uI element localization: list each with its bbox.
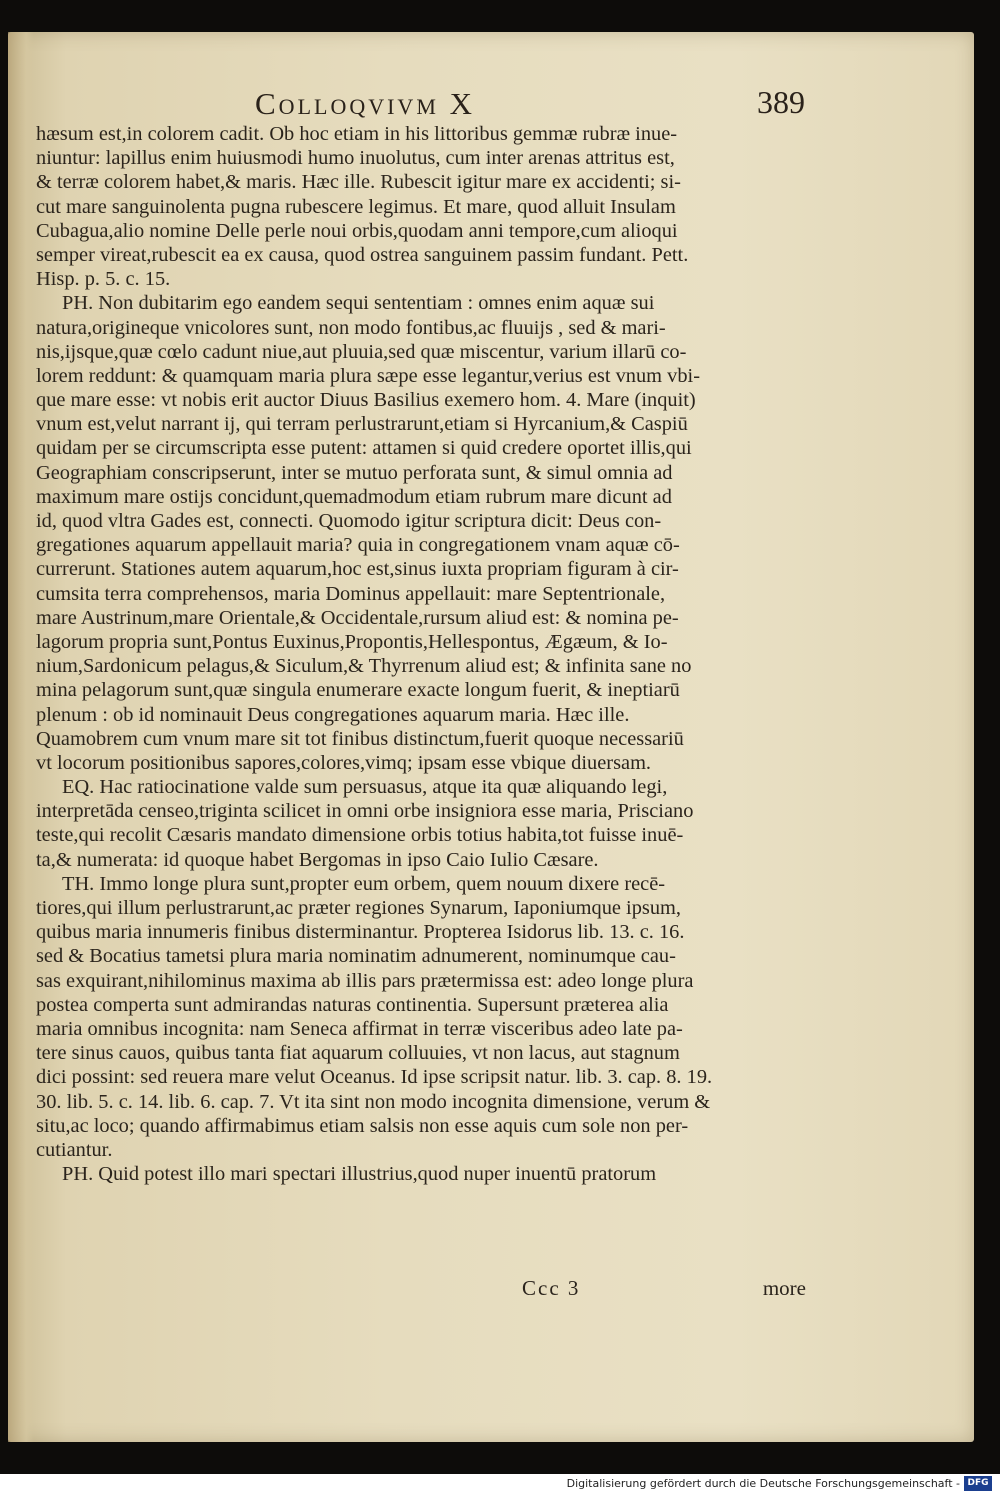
page-gutter-shadow [8, 32, 34, 1442]
text-line-speaker: PH. Non dubitarim ego eandem sequi sententiam : omnes enim aquæ sui [62, 292, 655, 315]
text-line: quibus maria innumeris finibus disterminantur. Propterea Isidorus lib. 13. c. 16. [36, 921, 685, 944]
text-line: sed & Bocatius tametsi plura maria nominatim adnumerent, nominumque cau- [36, 945, 676, 968]
text-line: mare Austrinum,mare Orientale,& Occidentale,rursum aliud est: & nomina pe- [36, 606, 679, 629]
text-line: nium,Sardonicum pelagus,& Siculum,& Thyrrenum aliud est; & infinita sane no [36, 655, 692, 678]
text-line: vt locorum positionibus sapores,colores,vimq; ipsam esse vbique diuersam. [36, 751, 652, 774]
text-line: teste,qui recolit Cæsaris mandato dimensione orbis totius habita,tot fuisse inuē- [36, 824, 684, 847]
text-line: interpretāda censeo,triginta scilicet in omni orbe insigniora esse maria, Prisciano [36, 800, 694, 823]
page-footer [36, 1276, 806, 1302]
text-line: id, quod vltra Gades est, connecti. Quomodo igitur scriptura dicit: Deus con- [36, 510, 662, 532]
text-line: maria omnibus incognita: nam Seneca affirmat in terræ visceribus adeo late pa- [36, 1017, 683, 1040]
text-line: postea comperta sunt admirandas naturas continentia. Supersunt præterea alia [36, 993, 669, 1016]
text-line: currerunt. Stationes autem aquarum,hoc est,sinus iuxta propriam figuram à cir- [36, 558, 679, 581]
text-line-speaker: EQ. Hac ratiocinatione valde sum persuasus, atque ita quæ aliquando legi, [62, 776, 668, 799]
text-line: plenum : ob id nominauit Deus congregationes aquarum maria. Hæc ille. [36, 703, 630, 726]
dfg-logo-icon: DFG [964, 1476, 992, 1491]
text-line: Geographiam conscripserunt, inter se mutuo perforata sunt, & simul omnia ad [36, 461, 673, 484]
text-line: natura,origineque vnicolores sunt, non modo fontibus,ac fluuijs , sed & mari- [36, 316, 666, 339]
text-line-speaker: PH. Quid potest illo mari spectari illustrius,quod nuper inuentū pratorum [62, 1163, 657, 1186]
text-line: Quamobrem cum vnum mare sit tot finibus distinctum,fuerit quoque necessariū [36, 727, 684, 750]
text-line: situ,ac loco; quando affirmabimus etiam salsis non esse aquis cum sole non per- [36, 1114, 689, 1137]
text-line: mina pelagorum sunt,quæ singula enumerare exacte longum fuerit, & ineptiarū [36, 679, 680, 702]
text-line: cut mare sanguinolenta pugna rubescere legimus. Et mare, quod alluit Insulam [36, 195, 676, 218]
text-line: dici possint: sed reuera mare velut Oceanus. Id ipse scripsit natur. lib. 3. cap. 8. 19. [36, 1066, 713, 1089]
text-line: que mare esse: vt nobis erit auctor Diuus Basilius exemero hom. 4. Mare (inquit) [36, 389, 696, 412]
text-line: tere sinus cauos, quibus tanta fiat aquarum colluuies, vt non lacus, aut stagnum [36, 1042, 680, 1065]
body-text [36, 122, 806, 1186]
text-line: vnum est,velut narrant ij, qui terram perlustrarunt,etiam si Hyrcanium,& Caspiū [36, 413, 688, 436]
text-line: cutiantur. [36, 1138, 113, 1161]
text-line: maximum mare ostijs concidunt,quemadmodum etiam rubrum mare dicunt ad [36, 485, 672, 508]
text-line: lorem reddunt: & quamquam maria plura sæpe esse legantur,verius est vnum vbi- [36, 364, 700, 387]
credit-bar [0, 1474, 1000, 1494]
text-line: 30. lib. 5. c. 14. lib. 6. cap. 7. Vt ita sint non modo incognita dimensione, verum & [36, 1090, 711, 1113]
text-line: gregationes aquarum appellauit maria? quia in congregationem vnam aquæ cō- [36, 534, 680, 557]
text-line: quidam per se circumscripta esse putent: attamen si quid credere oportet illis,qui [36, 437, 692, 460]
text-line: ta,& numerata: id quoque habet Bergomas in ipso Caio Iulio Cæsare. [36, 848, 599, 871]
text-line: Cubagua,alio nomine Delle perle noui orbis,quodam anni tempore,cum alioqui [36, 219, 678, 242]
text-line-speaker: TH. Immo longe plura sunt,propter eum orbem, quem nouum dixere recē- [62, 872, 666, 895]
text-line: & terræ colorem habet,& maris. Hæc ille. Rubescit igitur mare ex accidenti; si- [36, 171, 681, 194]
running-head: Colloqvivm X [255, 86, 476, 121]
text-line: Hisp. p. 5. c. 15. [36, 268, 171, 291]
funding-credit: Digitalisierung gefördert durch die Deutsche Forschungsgemeinschaft - [566, 1477, 960, 1490]
text-line: niuntur: lapillus enim huiusmodi humo inuolutus, cum inter arenas attritus est, [36, 147, 675, 170]
text-line: tiores,qui illum perlustrarunt,ac præter regiones Synarum, Iaponiumque ipsum, [36, 897, 682, 919]
text-line: hæsum est,in colorem cadit. Ob hoc etiam in his littoribus gemmæ rubræ inue- [36, 123, 678, 145]
text-line: semper vireat,rubescit ea ex causa, quod ostrea sanguinem passim fundant. Pett. [36, 243, 689, 266]
text-line: cumsita terra comprehensos, maria Dominus appellauit: mare Septentrionale, [36, 582, 666, 605]
text-line: sas exquirant,nihilominus maxima ab illis pars prætermissa est: adeo longe plura [36, 969, 694, 992]
text-line: nis,ijsque,quæ cœlo cadunt niue,aut pluuia,sed quæ miscentur, varium illarū co- [36, 340, 687, 363]
text-line: lagorum propria sunt,Pontus Euxinus,Propontis,Hellespontus, Ægæum, & Io- [36, 630, 668, 653]
page-number: 389 [757, 84, 805, 120]
signature-mark: Ccc 3 [522, 1276, 581, 1300]
catchword: more [762, 1276, 806, 1300]
